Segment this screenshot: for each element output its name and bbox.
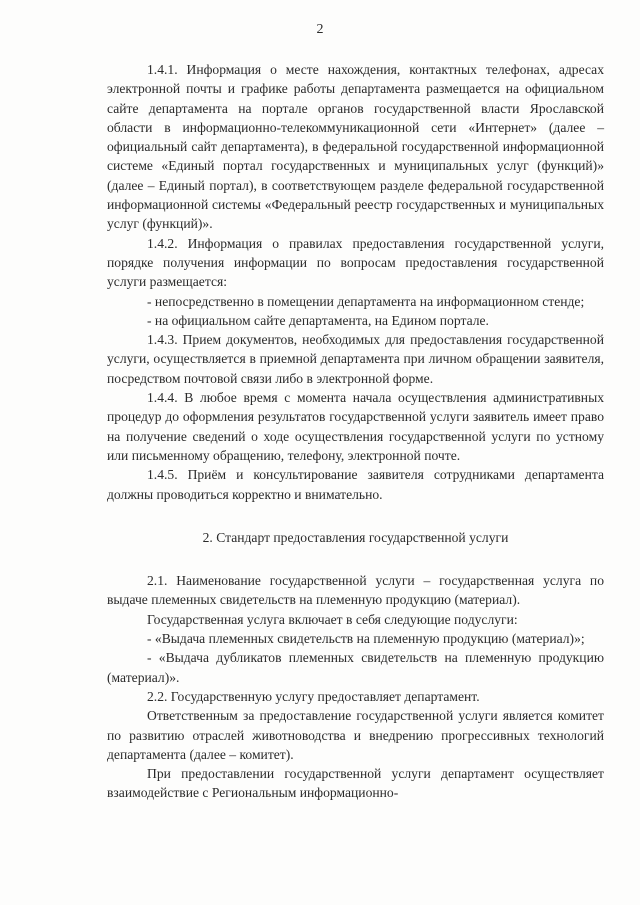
paragraph-2-1-subservices: Государственная услуга включает в себя следующие подуслуги: (147, 611, 518, 627)
list-item-website: - на официальном сайте департамента, на Едином портале. (147, 312, 489, 328)
list-item-subservice-2: - «Выдача дубликатов племенных свидетельств на племенную продукцию (материал)». (107, 650, 604, 685)
paragraph-1-4-2: 1.4.2. Информация о правилах предоставления государственной услуги, порядке получения информации по вопросам предоставления государственной услуги размещается: (107, 235, 604, 290)
paragraph-1-4-3: 1.4.3. Прием документов, необходимых для предоставления государственной услуги, осуществляется в приемной департамента при личном обращении заявителя, посредством почтовой связи либо в электронной форме. (107, 332, 604, 386)
list-item-subservice-1: - «Выдача племенных свидетельств на племенную продукцию (материал)»; (147, 631, 585, 647)
page-number: 2 (316, 22, 324, 37)
paragraph-1-4-4: 1.4.4. В любое время с момента начала осуществления административных процедур до оформления результатов государственной услуги заявитель имеет право на получение сведений о ходе осуществления государственной услуги по устному или письменному обращению, телефону, электронной почте. (107, 390, 604, 463)
paragraph-2-2-interaction: При предоставлении государственной услуги департамент осуществляет взаимодействие с Региональным информационно- (107, 766, 604, 801)
paragraph-1-4-1: 1.4.1. Информация о месте нахождения, контактных телефонах, адресах электронной почты и графике работы департамента размещается на официальном сайте департамента на портале органов государственной власти Ярославской области в информационно-телекоммуникационной сети «Интернет» (далее – официальный сайт департамента), в федеральной государственной информационной системе «Единый портал государственных и муниципальных услуг (функций)» (далее – Единый портал), в соответствующем разделе федеральной государственной информационной системы «Федеральный реестр государственных и муниципальных услуг (функций)». (107, 62, 604, 232)
paragraph-1-4-5: 1.4.5. Приём и консультирование заявителя сотрудниками департамента должны проводиться корректно и внимательно. (107, 467, 604, 502)
paragraph-2-2-responsible: Ответственным за предоставление государственной услуги является комитет по развитию отраслей животноводства и внедрению прогрессивных технологий департамента (далее – комитет). (107, 708, 604, 762)
list-item-stand: - непосредственно в помещении департамента на информационном стенде; (147, 293, 585, 309)
paragraph-2-1: 2.1. Наименование государственной услуги – государственная услуга по выдаче племенных свидетельств на племенную продукцию (материал). (107, 573, 604, 608)
document-body (107, 60, 604, 803)
paragraph-2-2: 2.2. Государственную услугу предоставляет департамент. (147, 688, 480, 704)
section-heading: 2. Стандарт предоставления государственной услуги (202, 529, 509, 545)
